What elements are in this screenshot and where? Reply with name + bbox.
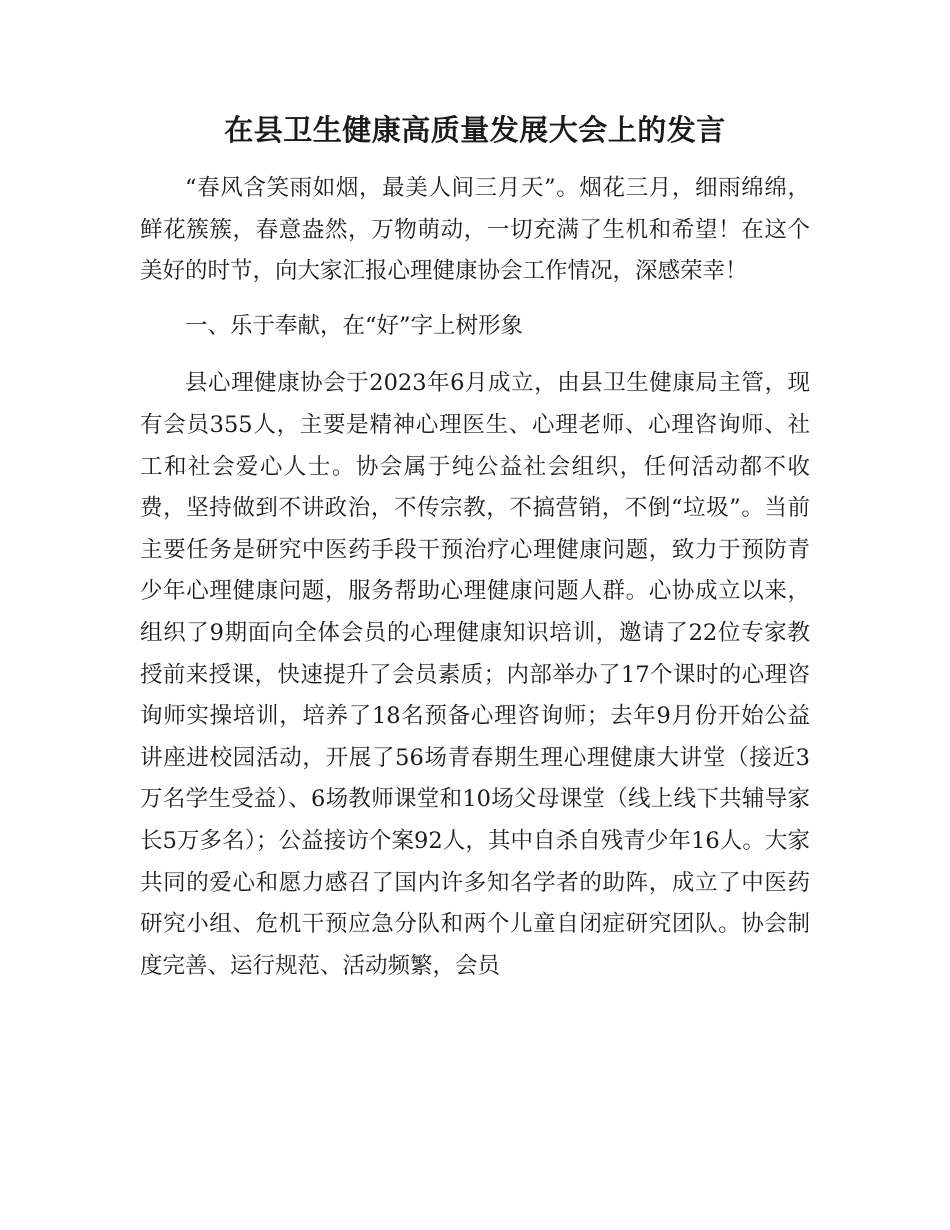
intro-paragraph: “春风含笑雨如烟，最美人间三月天”。烟花三月，细雨绵绵，鲜花簇簇，春意盎然，万物萌动，一切充满了生机和希望！在这个美好的时节，向大家汇报心理健康协会工作情况，深感荣幸！ xyxy=(140,175,810,285)
section-heading: 一、乐于奉献，在“好”字上树形象 xyxy=(185,312,524,339)
body-paragraph: 县心理健康协会于2023年6月成立，由县卫生健康局主管，现有会员355人，主要是精神心理医生、心理老师、心理咨询师、社工和社会爱心人士。协会属于纯公益社会组织，任何活动都不收费，坚持做到不讲政治，不传宗教，不搞营销，不倒“垃圾”。当前主要任务是研究中医药手段干预治疗心理健康问题，致力于预防青少年心理健康问题，服务帮助心理健康问题人群。心协成立以来，组织了9期面向全体会员的心理健康知识培训，邀请了22位专家教授前来授课，快速提升了会员素质；内部举办了17个课时的心理咨询师实操培训，培养了18名预备心理咨询师；去年9月份开始公益讲座进校园活动，开展了56场青春期生理心理健康大讲堂（接近3万名学生受益）、6场教师课堂和10场父母课堂（线上线下共辅导家长5万多名）；公益接访个案92人，其中自杀自残青少年16人。大家共同的爱心和愿力感召了国内许多知名学者的助阵，成立了中医药研究小组、危机干预应急分队和两个儿童自闭症研究团队。协会制度完善、运行规范、活动频繁，会员 xyxy=(140,370,810,979)
page-title: 在县卫生健康高质量发展大会上的发言 xyxy=(224,113,726,147)
